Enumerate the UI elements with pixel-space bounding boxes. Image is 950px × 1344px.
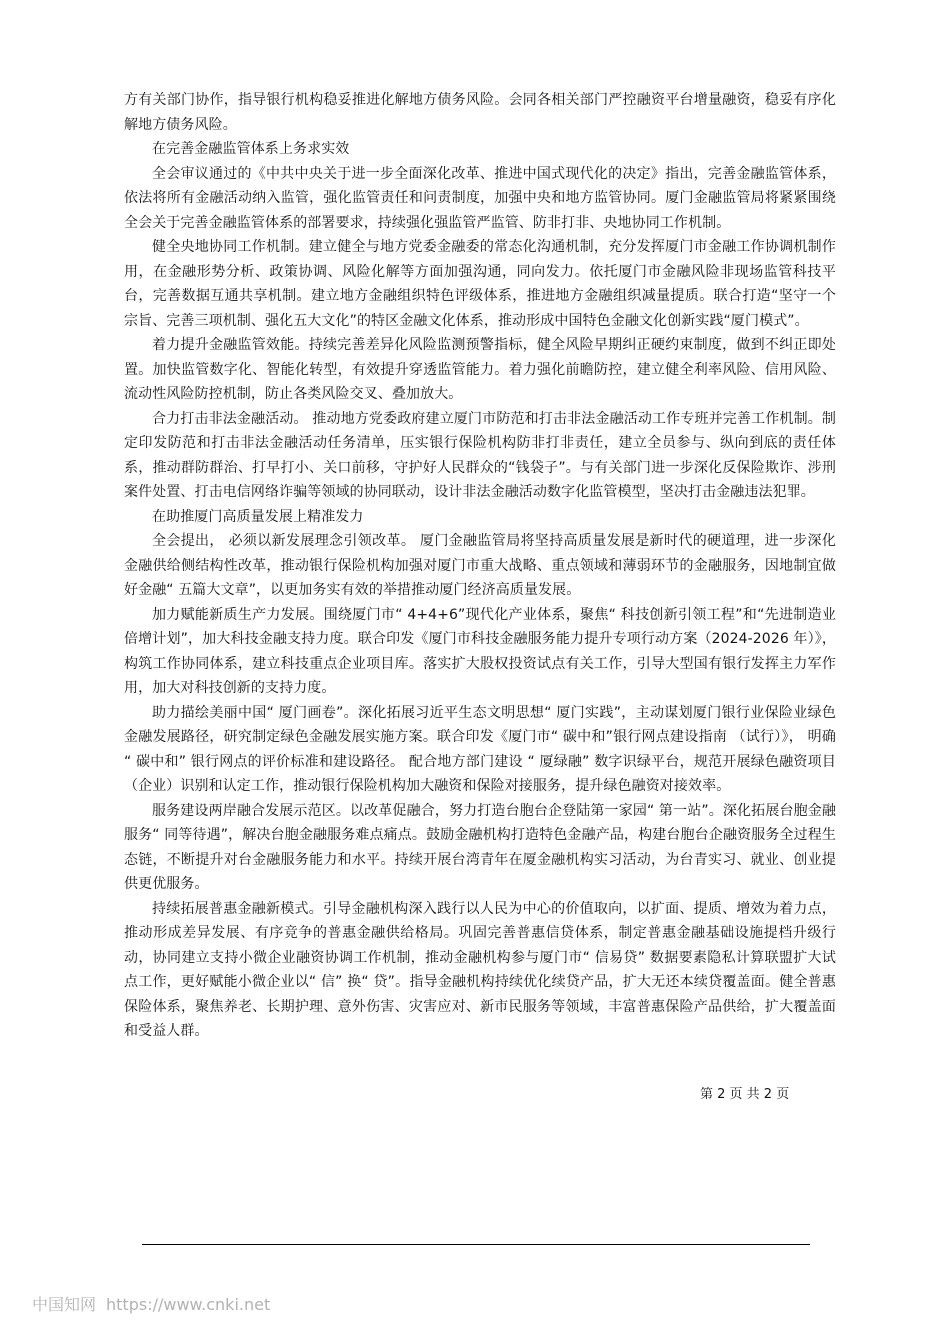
body-paragraph: 全会提出， 必须以新发展理念引领改革。 厦门金融监管局将坚持高质量发展是新时代的硬道理，进一步深化金融供给侧结构性改革，推动银行保险机构加强对厦门市重大战略、重点领域和薄弱环节的金融服务，因地制宜做好金融“ 五篇大文章”，以更加务实有效的举措推动厦门经济高质量发展。: [124, 533, 836, 598]
page-body: [124, 88, 836, 1044]
watermark-site: https://www.cnki.net: [106, 1295, 271, 1314]
body-paragraph: 方有关部门协作，指导银行机构稳妥推进化解地方债务风险。会同各相关部门严控融资平台增量融资，稳妥有序化解地方债务风险。: [124, 92, 836, 133]
body-paragraph: 合力打击非法金融活动。 推动地方党委政府建立厦门市防范和打击非法金融活动工作专班并完善工作机制。制定印发防范和打击非法金融活动任务清单，压实银行保险机构防非打非责任，建立全员参与、纵向到底的责任体系，推动群防群治、打早打小、关口前移，守护好人民群众的“钱袋子”。与有关部门进一步深化反保险欺诈、涉刑案件处置、打击电信网络诈骗等领域的协同联动，设计非法金融活动数字化监管模型，坚决打击金融违法犯罪。: [124, 410, 836, 500]
footer-divider: [142, 1244, 810, 1245]
cnki-watermark: [32, 1294, 270, 1316]
body-paragraph: 服务建设两岸融合发展示范区。以改革促融合，努力打造台胞台企登陆第一家园“ 第一站”。深化拓展台胞金融服务“ 同等待遇”，解决台胞金融服务难点痛点。鼓励金融机构打造特色金融产品，构建台胞台企融资服务全过程生态链，不断提升对台金融服务能力和水平。持续开展台湾青年在厦金融机构实习活动，为台青实习、就业、创业提供更优服务。: [124, 802, 836, 892]
body-paragraph: 助力描绘美丽中国“ 厦门画卷”。深化拓展习近平生态文明思想“ 厦门实践”，主动谋划厦门银行业保险业绿色金融发展路径，研究制定绿色金融发展实施方案。联合印发《厦门市“ 碳中和”银行网点建设指南 （试行）》， 明确 “ 碳中和” 银行网点的评价标准和建设路径。 配合地方部门建设 “ 厦绿融” 数字识绿平台，规范开展绿色融资项目（企业）识别和认定工作，推动银行保险机构加大融资和保险对接服务，提升绿色融资对接效率。: [124, 704, 836, 794]
body-paragraph: 加力赋能新质生产力发展。围绕厦门市“ 4+4+6”现代化产业体系，聚焦“ 科技创新引领工程”和“先进制造业倍增计划”，加大科技金融支持力度。联合印发《厦门市科技金融服务能力提升专项行动方案（2024-2026 年）》，构筑工作协同体系，建立科技重点企业项目库。落实扩大股权投资试点有关工作，引导大型国有银行发挥主力军作用，加大对科技创新的支持力度。: [124, 606, 836, 696]
page-number: 第 2 页 共 2 页: [700, 1087, 790, 1102]
section-heading: 在完善金融监管体系上务求实效: [152, 141, 350, 157]
body-paragraph: 着力提升金融监管效能。持续完善差异化风险监测预警指标，健全风险早期纠正硬约束制度，做到不纠正即处置。加快监管数字化、智能化转型，有效提升穿透监管能力。着力强化前瞻防控，建立健全利率风险、信用风险、流动性风险防控机制，防止各类风险交叉、叠加放大。: [124, 337, 836, 402]
body-paragraph: 持续拓展普惠金融新模式。引导金融机构深入践行以人民为中心的价值取向，以扩面、提质、增效为着力点，推动形成差异发展、有序竞争的普惠金融供给格局。巩固完善普惠信贷体系，制定普惠金融基础设施提档升级行动，协同建立支持小微企业融资协调工作机制，推动金融机构参与厦门市“ 信易贷” 数据要素隐私计算联盟扩大试点工作，更好赋能小微企业以“ 信” 换“ 贷”。指导金融机构持续优化续贷产品，扩大无还本续贷覆盖面。健全普惠保险体系，聚焦养老、长期护理、意外伤害、灾害应对、新市民服务等领域，丰富普惠保险产品供给，扩大覆盖面和受益人群。: [124, 900, 836, 1039]
body-paragraph: 健全央地协同工作机制。建立健全与地方党委金融委的常态化沟通机制，充分发挥厦门市金融工作协调机制作用，在金融形势分析、政策协调、风险化解等方面加强沟通，同向发力。依托厦门市金融风险非现场监管科技平台，完善数据互通共享机制。建立地方金融组织特色评级体系，推进地方金融组织减量提质。联合打造“坚守一个宗旨、完善三项机制、强化五大文化”的特区金融文化体系，推动形成中国特色金融文化创新实践“厦门模式”。: [124, 239, 836, 329]
section-heading: 在助推厦门高质量发展上精准发力: [152, 508, 364, 525]
watermark-brand: 中国知网: [32, 1295, 97, 1314]
body-paragraph: 全会审议通过的《中共中央关于进一步全面深化改革、推进中国式现代化的决定》指出，完善金融监管体系，依法将所有金融活动纳入监管，强化监管责任和问责制度，加强中央和地方监管协同。厦门金融监管局将紧紧围绕全会关于完善金融监管体系的部署要求，持续强化强监管严监管、防非打非、央地协同工作机制。: [124, 165, 836, 231]
